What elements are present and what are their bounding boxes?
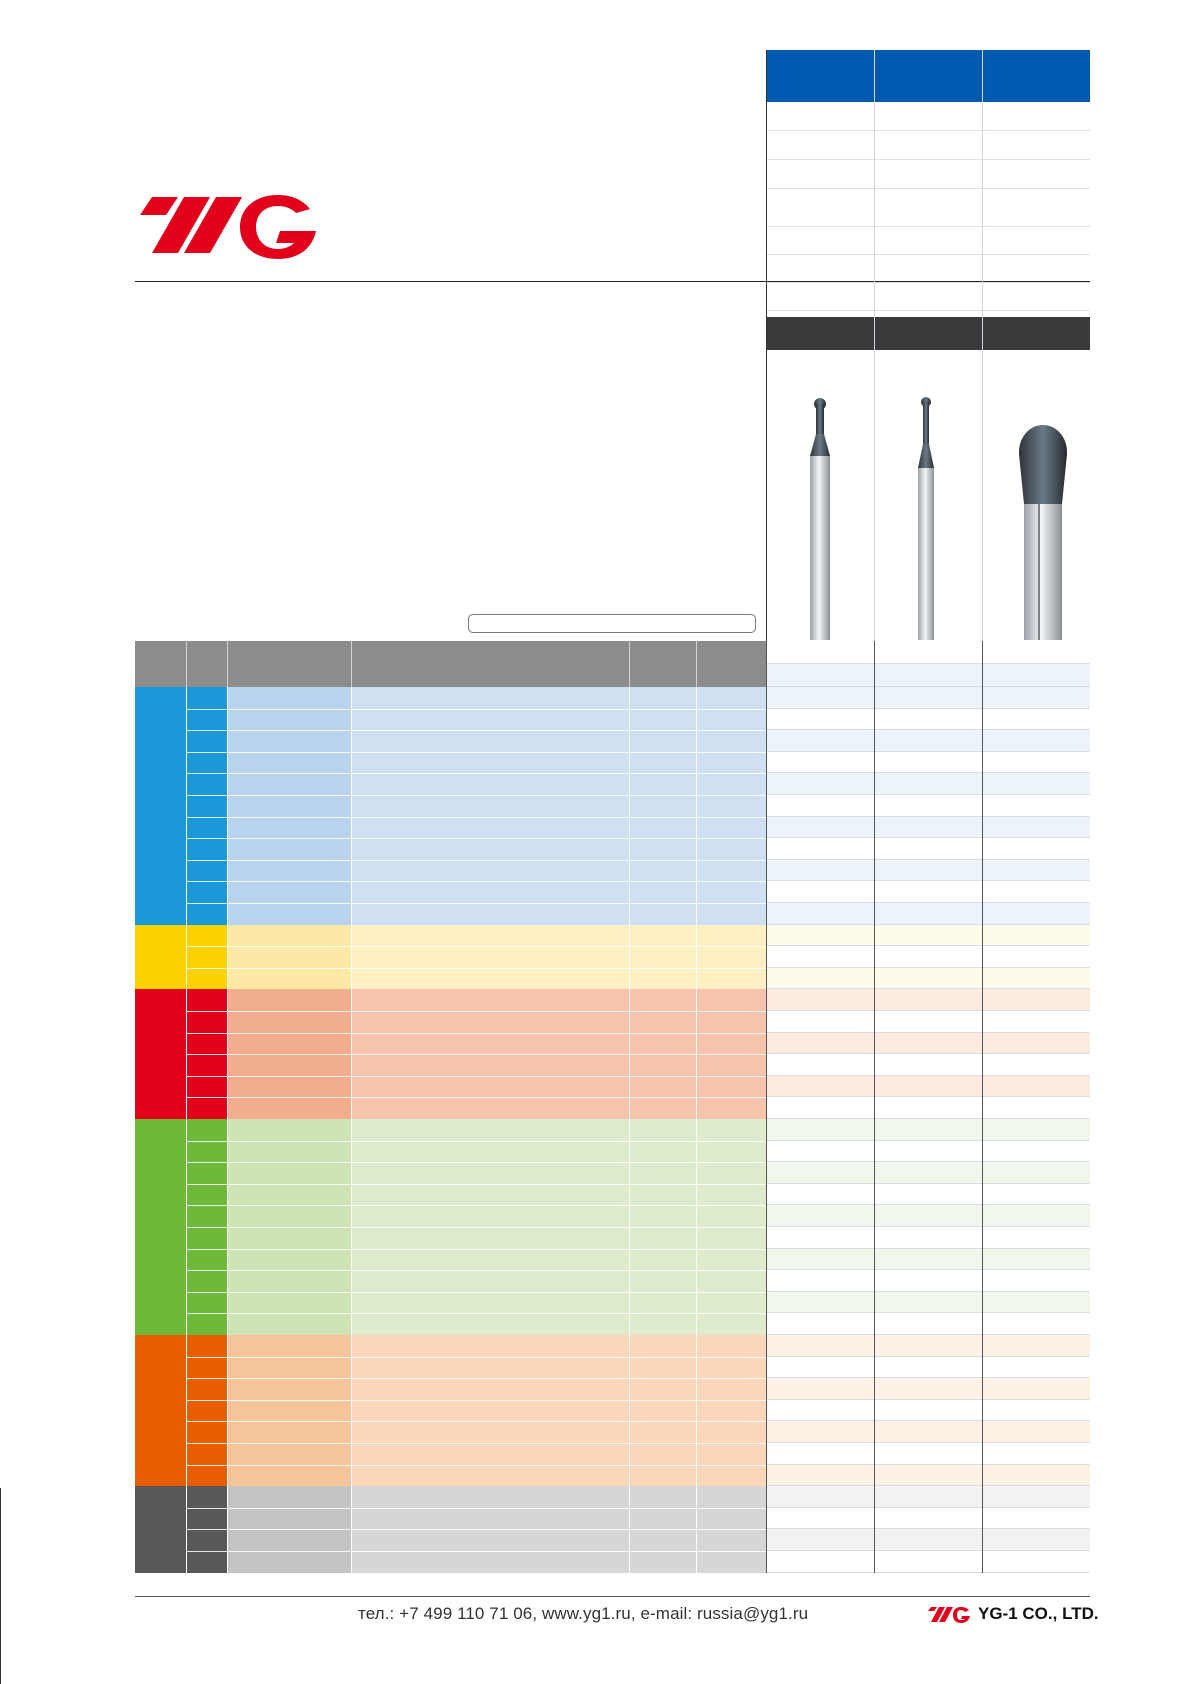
applicability-row	[766, 1551, 1090, 1573]
material-group-color	[135, 1335, 186, 1486]
material-row-line	[187, 1551, 766, 1552]
material-col-line	[351, 1486, 352, 1572]
material-group-color	[135, 687, 186, 925]
material-row-line	[187, 1097, 766, 1098]
spec-row-line	[766, 226, 1090, 227]
applicability-row	[766, 903, 1090, 925]
material-row-line	[187, 1033, 766, 1034]
material-group-K	[135, 989, 766, 1119]
material-col-line	[629, 989, 630, 1119]
applicability-row	[766, 1270, 1090, 1292]
material-row-line	[187, 1184, 766, 1185]
applicability-row	[766, 1335, 1090, 1357]
material-col-line	[227, 925, 228, 990]
header-divider	[135, 281, 766, 282]
material-group-color	[135, 1486, 186, 1572]
applicability-row	[766, 1227, 1090, 1249]
material-col-line	[696, 1335, 697, 1486]
material-col-line	[696, 1486, 697, 1572]
applicability-row	[766, 1011, 1090, 1033]
applicability-row	[766, 817, 1090, 839]
material-row-line	[187, 1270, 766, 1271]
material-class-cell	[228, 1335, 351, 1486]
yg-footer-logo	[928, 1607, 970, 1623]
material-group-H	[135, 1486, 766, 1572]
material-row-line	[187, 817, 766, 818]
material-row-line	[187, 1443, 766, 1444]
material-row-line	[187, 1400, 766, 1401]
material-row-line	[187, 1249, 766, 1250]
material-col-line	[227, 1119, 228, 1335]
product-header-dark	[766, 317, 1090, 350]
applicability-row	[766, 946, 1090, 968]
material-row-line	[187, 1378, 766, 1379]
applicability-header-row	[766, 641, 1090, 664]
material-row-line	[187, 709, 766, 710]
product-header-blue	[766, 50, 1090, 102]
applicability-row	[766, 1486, 1090, 1508]
spec-table	[766, 102, 1090, 317]
applicability-row	[766, 1443, 1090, 1465]
material-subgroup-color	[187, 925, 227, 990]
applicability-row	[766, 881, 1090, 903]
material-row-line	[187, 946, 766, 947]
material-col-line	[696, 925, 697, 990]
material-row-line	[187, 1465, 766, 1466]
material-row-line	[187, 795, 766, 796]
applicability-row	[766, 795, 1090, 817]
spec-row-line	[766, 159, 1090, 160]
applicability-row	[766, 1292, 1090, 1314]
material-col-line	[351, 989, 352, 1119]
footer-contact: тел.: +7 499 110 71 06, www.yg1.ru, e-mail: russia@yg1.ru	[358, 1604, 809, 1623]
applicability-col-line	[874, 641, 875, 1573]
material-col-line	[351, 687, 352, 925]
applicability-row	[766, 925, 1090, 947]
applicability-row	[766, 687, 1090, 709]
product-col-line	[766, 50, 767, 641]
applicability-row	[766, 1184, 1090, 1206]
material-col-line	[696, 1119, 697, 1335]
applicability-row	[766, 1097, 1090, 1119]
material-group-P	[135, 687, 766, 925]
material-row-line	[187, 1357, 766, 1358]
material-col-line	[351, 925, 352, 990]
material-row-line	[187, 903, 766, 904]
material-row-line	[187, 1162, 766, 1163]
applicability-row	[766, 1205, 1090, 1227]
applicability-row	[766, 752, 1090, 774]
applicability-row	[766, 1162, 1090, 1184]
applicability-row	[766, 1033, 1090, 1055]
footer-company: YG-1 CO., LTD.	[978, 1604, 1099, 1623]
material-group-color	[135, 989, 186, 1119]
material-row-line	[187, 838, 766, 839]
applicability-row	[766, 1421, 1090, 1443]
material-col-line	[351, 1335, 352, 1486]
applicability-row	[766, 968, 1090, 990]
applicability-row	[766, 730, 1090, 752]
product-col-line	[982, 50, 983, 641]
material-col-line	[227, 1335, 228, 1486]
material-subgroup-color	[187, 687, 227, 925]
material-row-line	[187, 1011, 766, 1012]
applicability-row	[766, 773, 1090, 795]
spec-row-line	[766, 130, 1090, 131]
spec-row-line	[766, 282, 1090, 283]
applicability-row	[766, 1141, 1090, 1163]
applicability-row	[766, 1357, 1090, 1379]
applicability-header-row	[766, 664, 1090, 687]
applicability-row	[766, 860, 1090, 882]
material-row-line	[187, 1054, 766, 1055]
material-class-cell	[228, 687, 351, 925]
applicability-row	[766, 1076, 1090, 1098]
material-class-cell	[228, 925, 351, 990]
material-row-line	[187, 881, 766, 882]
material-row-line	[187, 1292, 766, 1293]
material-row-line	[187, 730, 766, 731]
material-row-line	[187, 1508, 766, 1509]
tool-image-2	[906, 394, 946, 640]
material-col-line	[227, 687, 228, 925]
applicability-row	[766, 989, 1090, 1011]
material-table-header	[135, 641, 766, 687]
material-group-color	[135, 925, 186, 990]
applicability-row	[766, 1400, 1090, 1422]
applicability-row	[766, 1378, 1090, 1400]
applicability-row	[766, 838, 1090, 860]
material-group-M	[135, 925, 766, 990]
material-group-S	[135, 1335, 766, 1486]
applicability-col-line	[766, 641, 767, 1573]
material-col-line	[351, 1119, 352, 1335]
spec-row-line	[766, 310, 1090, 311]
material-col-line	[629, 1335, 630, 1486]
applicability-row	[766, 1313, 1090, 1335]
material-col-line	[629, 1119, 630, 1335]
material-col-line	[629, 1486, 630, 1572]
material-row-line	[187, 1205, 766, 1206]
material-row-line	[187, 1421, 766, 1422]
material-subgroup-color	[187, 1335, 227, 1486]
material-group-N	[135, 1119, 766, 1335]
applicability-row	[766, 1119, 1090, 1141]
footer-divider	[135, 1596, 1090, 1597]
material-col-line	[696, 687, 697, 925]
applicability-row	[766, 709, 1090, 731]
material-row-line	[187, 752, 766, 753]
applicability-row	[766, 1054, 1090, 1076]
material-row-line	[187, 968, 766, 969]
note-box	[468, 614, 756, 633]
material-col-line	[227, 1486, 228, 1572]
applicability-row	[766, 1249, 1090, 1271]
material-desc-cell	[352, 1335, 766, 1486]
material-row-line	[187, 1076, 766, 1077]
product-col-line	[874, 50, 875, 641]
material-row-line	[187, 1313, 766, 1314]
material-desc-cell	[352, 687, 766, 925]
tool-image-3	[1010, 424, 1076, 640]
material-group-color	[135, 1119, 186, 1335]
applicability-row	[766, 1508, 1090, 1530]
material-row-line	[187, 860, 766, 861]
material-row-line	[187, 1529, 766, 1530]
tool-image-1	[800, 396, 840, 640]
crop-mark	[0, 1488, 1, 1684]
applicability-row	[766, 1465, 1090, 1487]
material-row-line	[187, 1227, 766, 1228]
material-desc-cell	[352, 925, 766, 990]
applicability-col-line	[982, 641, 983, 1573]
spec-row-line	[766, 254, 1090, 255]
applicability-row	[766, 1529, 1090, 1551]
material-col-line	[629, 687, 630, 925]
material-col-line	[629, 925, 630, 990]
yg-brand-logo	[140, 195, 320, 261]
spec-row-line	[766, 188, 1090, 189]
material-row-line	[187, 1141, 766, 1142]
material-col-line	[227, 989, 228, 1119]
material-col-line	[696, 989, 697, 1119]
material-row-line	[187, 773, 766, 774]
